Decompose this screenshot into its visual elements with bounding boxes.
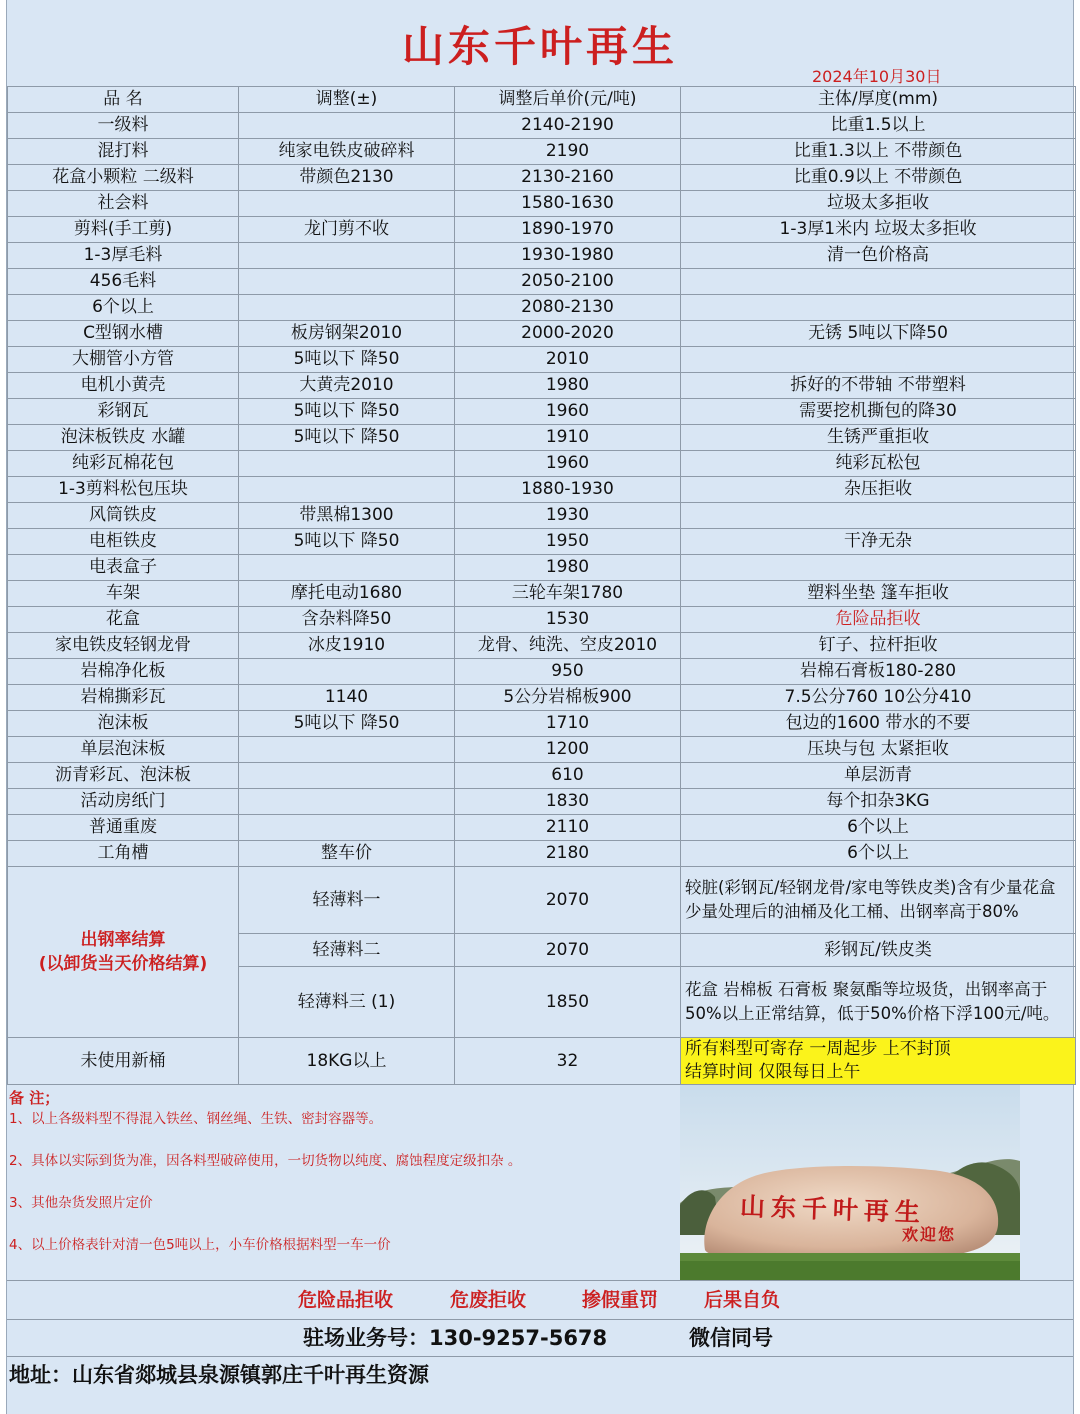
- item-name: 活动房纸门: [8, 789, 239, 815]
- barrel-price: 32: [455, 1038, 681, 1085]
- warning-item: 危废拒收: [450, 1289, 527, 1311]
- item-note: 钉子、拉杆拒收: [681, 633, 1076, 659]
- table-row: [8, 633, 1076, 659]
- item-price: 2050-2100: [455, 269, 681, 295]
- item-price: 1530: [455, 607, 681, 633]
- table-row: [8, 685, 1076, 711]
- item-adjust: 5吨以下 降50: [239, 425, 455, 451]
- settlement-section: [8, 867, 1076, 1085]
- item-note: 纯彩瓦松包: [681, 451, 1076, 477]
- item-price: 1710: [455, 711, 681, 737]
- item-note: 6个以上: [681, 815, 1076, 841]
- item-note: 6个以上: [681, 841, 1076, 867]
- warning-item: 后果自负: [704, 1289, 781, 1311]
- item-price: 1830: [455, 789, 681, 815]
- item-adjust: [239, 763, 455, 789]
- item-price: 1930-1980: [455, 243, 681, 269]
- table-row: [8, 581, 1076, 607]
- table-row: [8, 243, 1076, 269]
- item-price: 2010: [455, 347, 681, 373]
- item-adjust: [239, 815, 455, 841]
- item-adjust: 5吨以下 降50: [239, 529, 455, 555]
- item-adjust: [239, 113, 455, 139]
- item-note: [681, 347, 1076, 373]
- table-row: [8, 399, 1076, 425]
- table-row: [8, 347, 1076, 373]
- item-price: 龙骨、纯洗、空皮2010: [455, 633, 681, 659]
- item-adjust: 带黑棉1300: [239, 503, 455, 529]
- barrel-row: [8, 1038, 1076, 1085]
- table-row: [8, 477, 1076, 503]
- table-row: [8, 113, 1076, 139]
- table-row: [8, 165, 1076, 191]
- item-adjust: 摩托电动1680: [239, 581, 455, 607]
- item-name: 混打料: [8, 139, 239, 165]
- header: [7, 0, 1073, 86]
- warning-banner: [7, 1281, 1073, 1320]
- item-name: 花盒: [8, 607, 239, 633]
- item-adjust: [239, 477, 455, 503]
- item-name: 单层泡沫板: [8, 737, 239, 763]
- item-adjust: [239, 555, 455, 581]
- item-name: 风筒铁皮: [8, 503, 239, 529]
- item-price: 5公分岩棉板900: [455, 685, 681, 711]
- item-adjust: [239, 191, 455, 217]
- item-note: 7.5公分760 10公分410: [681, 685, 1076, 711]
- settlement-item-price: 1850: [455, 967, 681, 1038]
- item-name: 工角槽: [8, 841, 239, 867]
- item-name: 456毛料: [8, 269, 239, 295]
- page-title: 山东千叶再生: [401, 22, 678, 71]
- table-row: [8, 321, 1076, 347]
- remark-line: 4、以上价格表针对清一色5吨以上，小车价格根据料型一车一价: [9, 1237, 391, 1253]
- table-row: [8, 295, 1076, 321]
- notes-area: [7, 1085, 1073, 1281]
- table-row: [8, 815, 1076, 841]
- item-note: 压块与包 太紧拒收: [681, 737, 1076, 763]
- item-name: 泡沫板: [8, 711, 239, 737]
- item-price: 1930: [455, 503, 681, 529]
- item-price: 1580-1630: [455, 191, 681, 217]
- remarks-label: 备 注；: [9, 1089, 60, 1107]
- item-adjust: 1140: [239, 685, 455, 711]
- item-price: 2080-2130: [455, 295, 681, 321]
- table-row: [8, 763, 1076, 789]
- item-price: 2110: [455, 815, 681, 841]
- table-row: [8, 737, 1076, 763]
- item-note: 岩棉石膏板180-280: [681, 659, 1076, 685]
- settlement-item-price: 2070: [455, 934, 681, 967]
- settlement-item-note: 花盒 岩棉板 石膏板 聚氨酯等垃圾货，出钢率高于50%以上正常结算，低于50%价格下浮100元/吨。: [681, 967, 1076, 1038]
- stone-carved-welcome: 欢迎您: [902, 1225, 957, 1244]
- item-adjust: 5吨以下 降50: [239, 711, 455, 737]
- stone-carved-title: 山东千叶再生: [739, 1191, 927, 1228]
- item-note: 包边的1600 带水的不要: [681, 711, 1076, 737]
- item-price: 1980: [455, 373, 681, 399]
- table-row: [8, 503, 1076, 529]
- item-price: 1890-1970: [455, 217, 681, 243]
- item-note: 杂压拒收: [681, 477, 1076, 503]
- item-name: 大棚管小方管: [8, 347, 239, 373]
- item-name: 剪料(手工剪): [8, 217, 239, 243]
- column-header-note: 主体/厚度(mm): [681, 87, 1076, 113]
- item-name: 一级料: [8, 113, 239, 139]
- table-header-row: [8, 87, 1076, 113]
- item-name: 沥青彩瓦、泡沫板: [8, 763, 239, 789]
- item-note: 单层沥青: [681, 763, 1076, 789]
- settlement-label-main: 出钢率结算: [80, 930, 166, 950]
- table-row: [8, 373, 1076, 399]
- warning-item: 危险品拒收: [298, 1289, 394, 1311]
- item-adjust: 整车价: [239, 841, 455, 867]
- settlement-item-name: 轻薄料三 (1): [239, 967, 455, 1038]
- item-note: 需要挖机撕包的降30: [681, 399, 1076, 425]
- item-adjust: [239, 789, 455, 815]
- storage-notice-line: 所有料型可寄存 一周起步 上不封顶: [685, 1039, 951, 1059]
- item-adjust: 5吨以下 降50: [239, 399, 455, 425]
- table-row: [8, 139, 1076, 165]
- table-row: [8, 217, 1076, 243]
- item-note: 生锈严重拒收: [681, 425, 1076, 451]
- item-name: 1-3剪料松包压块: [8, 477, 239, 503]
- item-note: 1-3厚1米内 垃圾太多拒收: [681, 217, 1076, 243]
- item-price: 1960: [455, 399, 681, 425]
- column-header-adjust: 调整(±): [239, 87, 455, 113]
- table-row: [8, 841, 1076, 867]
- item-name: 电表盒子: [8, 555, 239, 581]
- item-note: 拆好的不带轴 不带塑料: [681, 373, 1076, 399]
- item-name: 1-3厚毛料: [8, 243, 239, 269]
- table-row: [8, 711, 1076, 737]
- settlement-label-sub: (以卸货当天价格结算): [38, 954, 208, 974]
- price-table: [7, 86, 1076, 1085]
- item-adjust: 5吨以下 降50: [239, 347, 455, 373]
- item-note: [681, 555, 1076, 581]
- table-row: [8, 555, 1076, 581]
- stone-photo-drawing: [680, 1085, 1020, 1280]
- item-price: 2130-2160: [455, 165, 681, 191]
- item-name: 电柜铁皮: [8, 529, 239, 555]
- barrel-name: 未使用新桶: [8, 1038, 239, 1085]
- item-note: 比重1.3以上 不带颜色: [681, 139, 1076, 165]
- item-note: 比重1.5以上: [681, 113, 1076, 139]
- item-price: 1950: [455, 529, 681, 555]
- table-row: [8, 659, 1076, 685]
- item-adjust: [239, 243, 455, 269]
- item-note: 无锈 5吨以下降50: [681, 321, 1076, 347]
- table-row: [8, 529, 1076, 555]
- settlement-item-name: 轻薄料一: [239, 867, 455, 934]
- item-note: 塑料坐垫 篷车拒收: [681, 581, 1076, 607]
- item-name: 彩钢瓦: [8, 399, 239, 425]
- item-name: 6个以上: [8, 295, 239, 321]
- item-name: 岩棉净化板: [8, 659, 239, 685]
- item-note: 清一色价格高: [681, 243, 1076, 269]
- contact-bar: [7, 1320, 1073, 1357]
- item-price: 1910: [455, 425, 681, 451]
- item-adjust: [239, 269, 455, 295]
- item-adjust: 带颜色2130: [239, 165, 455, 191]
- settlement-item-note: 彩钢瓦/铁皮类: [681, 934, 1076, 967]
- item-name: 泡沫板铁皮 水罐: [8, 425, 239, 451]
- item-price: 950: [455, 659, 681, 685]
- item-price: 1880-1930: [455, 477, 681, 503]
- item-adjust: 冰皮1910: [239, 633, 455, 659]
- settlement-time-line: 结算时间 仅限每日上午: [685, 1062, 861, 1082]
- item-adjust: [239, 295, 455, 321]
- column-header-name: 品 名: [8, 87, 239, 113]
- item-name: 电机小黄壳: [8, 373, 239, 399]
- column-header-price: 调整后单价(元/吨): [455, 87, 681, 113]
- item-adjust: 大黄壳2010: [239, 373, 455, 399]
- item-adjust: 含杂料降50: [239, 607, 455, 633]
- table-row: [8, 607, 1076, 633]
- entrance-stone-photo: [680, 1085, 1020, 1280]
- item-name: 普通重废: [8, 815, 239, 841]
- settlement-item-note: 较脏(彩钢瓦/轻钢龙骨/家电等铁皮类)含有少量花盒少量处理后的油桶及化工桶、出钢率高于80%: [681, 867, 1076, 934]
- item-name: 家电铁皮轻钢龙骨: [8, 633, 239, 659]
- item-price: 三轮车架1780: [455, 581, 681, 607]
- settlement-item-name: 轻薄料二: [239, 934, 455, 967]
- remark-line: 1、以上各级料型不得混入铁丝、钢丝绳、生铁、密封容器等。: [9, 1111, 383, 1127]
- settlement-label: [8, 867, 239, 1038]
- item-price: 610: [455, 763, 681, 789]
- item-adjust: [239, 451, 455, 477]
- phone-number: 驻场业务号：130-9257-5678: [303, 1326, 608, 1350]
- settlement-row-1: [8, 867, 1076, 934]
- storage-notice: [681, 1038, 1076, 1085]
- item-name: 岩棉撕彩瓦: [8, 685, 239, 711]
- price-sheet: [6, 0, 1074, 1414]
- item-note: [681, 503, 1076, 529]
- item-name: 社会料: [8, 191, 239, 217]
- item-price: 2190: [455, 139, 681, 165]
- item-price: 1200: [455, 737, 681, 763]
- item-name: 纯彩瓦棉花包: [8, 451, 239, 477]
- barrel-adjust: 18KG以上: [239, 1038, 455, 1085]
- date-label: 2024年10月30日: [812, 67, 942, 86]
- item-price: 1980: [455, 555, 681, 581]
- item-price: 2000-2020: [455, 321, 681, 347]
- item-price: 2140-2190: [455, 113, 681, 139]
- remark-line: 2、具体以实际到货为准，因各料型破碎使用，一切货物以纯度、腐蚀程度定级扣杂 。: [9, 1153, 522, 1169]
- table-row: [8, 789, 1076, 815]
- item-note: [681, 269, 1076, 295]
- item-name: 车架: [8, 581, 239, 607]
- item-price: 2180: [455, 841, 681, 867]
- item-price: 1960: [455, 451, 681, 477]
- table-row: [8, 451, 1076, 477]
- remark-line: 3、其他杂货发照片定价: [9, 1195, 153, 1211]
- address-line: 地址：山东省郯城县泉源镇郭庄千叶再生资源: [9, 1363, 429, 1387]
- item-name: 花盒小颗粒 二级料: [8, 165, 239, 191]
- item-adjust: [239, 737, 455, 763]
- wechat-note: 微信同号: [689, 1326, 773, 1350]
- table-row: [8, 269, 1076, 295]
- item-adjust: [239, 659, 455, 685]
- item-adjust: 板房钢架2010: [239, 321, 455, 347]
- item-note: 比重0.9以上 不带颜色: [681, 165, 1076, 191]
- item-note: 每个扣杂3KG: [681, 789, 1076, 815]
- item-note: [681, 295, 1076, 321]
- table-row: [8, 191, 1076, 217]
- item-adjust: 纯家电铁皮破碎料: [239, 139, 455, 165]
- settlement-item-price: 2070: [455, 867, 681, 934]
- item-note: 垃圾太多拒收: [681, 191, 1076, 217]
- warning-item: 掺假重罚: [582, 1289, 659, 1311]
- item-note: 危险品拒收: [681, 607, 1076, 633]
- table-row: [8, 425, 1076, 451]
- item-adjust: 龙门剪不收: [239, 217, 455, 243]
- item-note: 干净无杂: [681, 529, 1076, 555]
- item-name: C型钢水槽: [8, 321, 239, 347]
- price-table-body: [8, 87, 1076, 867]
